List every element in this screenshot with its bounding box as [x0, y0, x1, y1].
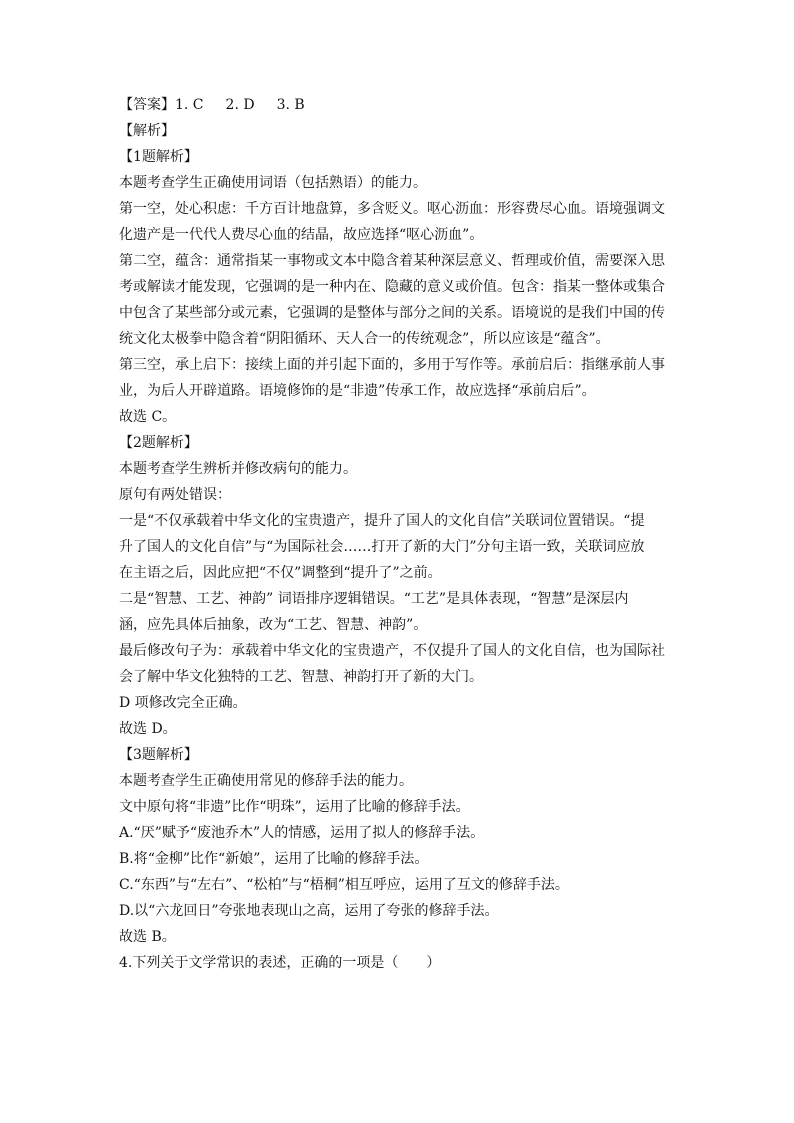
text-line: 统文化太极拳中隐含着“阴阳循环、天人合一的传统观念”，所以应该是“蕴含”。: [119, 331, 610, 347]
answer-label: 【答案】: [119, 97, 175, 113]
text-line: 【3题解析】: [119, 747, 198, 763]
text-line: 【解析】: [119, 123, 175, 139]
answer-3: 3. B: [276, 97, 305, 113]
text-line: B.将“金柳”比作“新娘”，运用了比喻的修辞手法。: [119, 851, 429, 867]
text-line: 化遗产是一代代人费尽心血的结晶，故应选择“呕心沥血”。: [119, 227, 484, 243]
text-line: 故选 D。: [119, 721, 177, 737]
text-line: 第一空，处心积虑：千方百计地盘算，多含贬义。呕心沥血：形容费尽心血。语境强调文: [119, 201, 665, 217]
text-line: 二是“智慧、工艺、神韵” 词语排序逻辑错误。“工艺”是具体表现，“智慧”是深层内: [119, 591, 629, 607]
text-line: 原句有两处错误：: [119, 487, 231, 503]
text-line: A.“厌”赋予“废池乔木”人的情感，运用了拟人的修辞手法。: [119, 825, 485, 841]
answer-1: 1. C: [175, 97, 204, 113]
text-line: 第三空，承上启下：接续上面的并引起下面的，多用于写作等。承前启后：指继承前人事: [119, 357, 665, 373]
text-line: 升了国人的文化自信”与“为国际社会……打开了新的大门”分句主语一致，关联词应放: [119, 539, 645, 555]
text-line: 一是“不仅承载着中华文化的宝贵遗产，提升了国人的文化自信”关联词位置错误。“提: [119, 513, 645, 529]
text-line: 故选 C。: [119, 409, 177, 425]
text-line: 在主语之后，因此应把“不仅”调整到“提升了”之前。: [119, 565, 442, 581]
analysis-body: [119, 118, 685, 976]
document-page: [119, 92, 685, 976]
answer-2: 2. D: [225, 97, 255, 113]
text-line: 业，为后人开辟道路。语境修饰的是“非遗”传承工作，故应选择“承前启后”。: [119, 383, 596, 399]
text-line: C.“东西”与“左右”、“松柏”与“梧桐”相互呼应，运用了互文的修辞手法。: [119, 877, 569, 893]
text-line: 最后修改句子为：承载着中华文化的宝贵遗产，不仅提升了国人的文化自信，也为国际社: [119, 643, 665, 659]
text-line: 第二空，蕴含：通常指某一事物或文本中隐含着某种深层意义、哲理或价值，需要深入思: [119, 253, 665, 269]
text-line: 涵，应先具体后抽象，改为“工艺、智慧、神韵”。: [119, 617, 428, 633]
text-line: D 项修改完全正确。: [119, 695, 247, 711]
text-line: 本题考查学生辨析并修改病句的能力。: [119, 461, 357, 477]
text-line: 会了解中华文化独特的工艺、智慧、神韵打开了新的大门。: [119, 669, 483, 685]
text-line: 【2题解析】: [119, 435, 198, 451]
answer-line: [119, 92, 685, 118]
text-line: 考或解读才能发现，它强调的是一种内在、隐藏的意义或价值。包含：指某一整体或集合: [119, 279, 665, 295]
text-line: 【1题解析】: [119, 149, 198, 165]
text-line: 本题考查学生正确使用词语（包括熟语）的能力。: [119, 175, 427, 191]
text-line: 文中原句将“非遗”比作“明珠”，运用了比喻的修辞手法。: [119, 799, 470, 815]
text-line: 4.下列关于文学常识的表述，正确的一项是（ ）: [119, 955, 441, 971]
text-line: 中包含了某些部分或元素，它强调的是整体与部分之间的关系。语境说的是我们中国的传: [119, 305, 665, 321]
text-line: D.以“六龙回日”夸张地表现山之高，运用了夸张的修辞手法。: [119, 903, 499, 919]
text-line: 本题考查学生正确使用常见的修辞手法的能力。: [119, 773, 413, 789]
text-line: 故选 B。: [119, 929, 176, 945]
